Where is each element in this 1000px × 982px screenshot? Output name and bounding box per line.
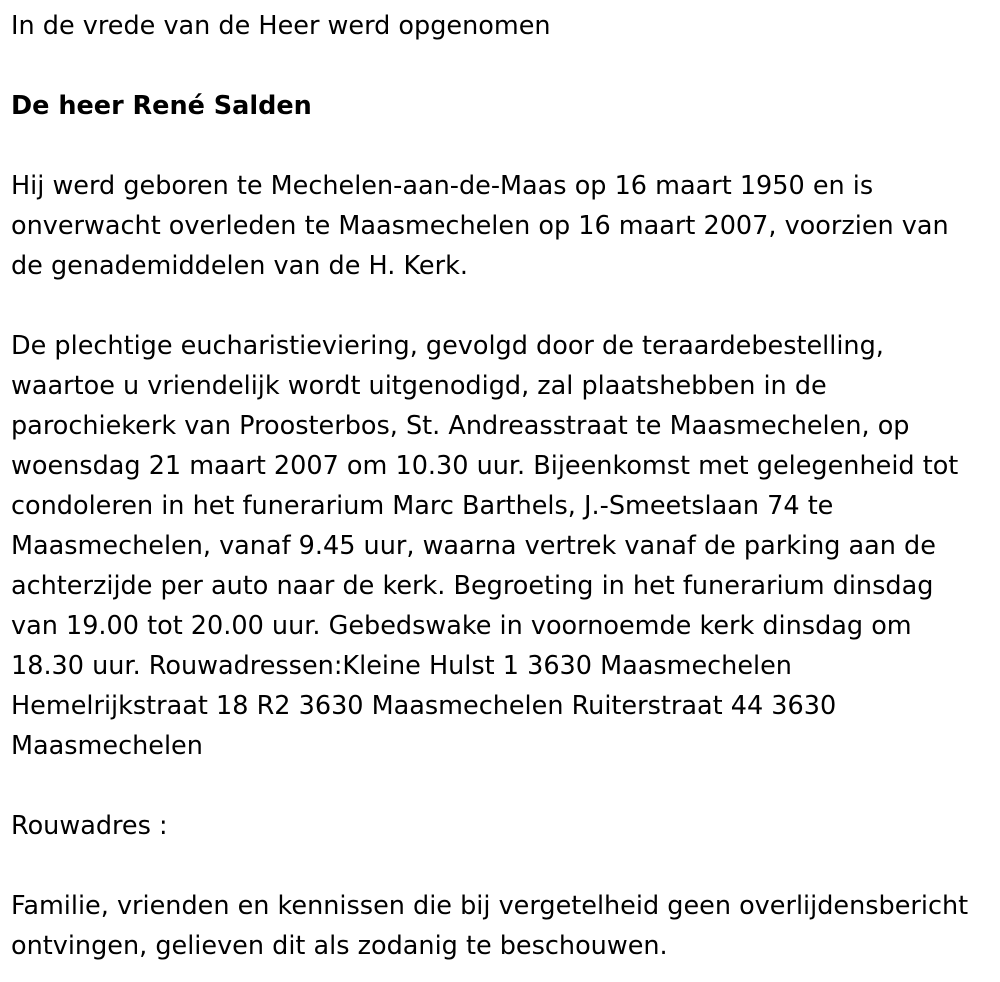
- intro-text: In de vrede van de Heer werd opgenomen: [11, 11, 551, 41]
- closing-paragraph: Familie, vrienden en kennissen die bij vergetelheid geen overlijdensbericht ontvingen, gelieven dit als zodanig te beschouwen.: [11, 891, 969, 961]
- spacer: [11, 846, 986, 886]
- birth-death-paragraph: Hij werd geboren te Mechelen-aan-de-Maas op 16 maart 1950 en is onverwacht overleden te Maasmechelen op 16 maart 2007, voorzien van de genademiddelen van de H. Kerk.: [11, 171, 949, 281]
- spacer: [11, 46, 986, 86]
- spacer: [11, 286, 986, 326]
- deceased-name: De heer René Salden: [11, 91, 312, 121]
- ceremony-paragraph: De plechtige eucharistieviering, gevolgd door de teraardebestelling, waartoe u vriendelijk wordt uitgenodigd, zal plaatshebben in de parochiekerk van Proosterbos, St. Andreasstraat te Maasmechelen, op woensdag 21 maart 2007 om 10.30 uur. Bijeenkomst met gelegenheid tot condoleren in het funerarium Marc Barthels, J.-Smeetslaan 74 te Maasmechelen, vanaf 9.45 uur, waarna vertrek vanaf de parking aan de achterzijde per auto naar de kerk. Begroeting in het funerarium dinsdag van 19.00 tot 20.00 uur. Gebedswake in voornoemde kerk dinsdag om 18.30 uur. Rouwadressen:Kleine Hulst 1 3630 Maasmechelen Hemelrijkstraat 18 R2 3630 Maasmechelen Ruiterstraat 44 3630 Maasmechelen: [11, 331, 959, 761]
- spacer: [11, 766, 986, 806]
- spacer: [11, 126, 986, 166]
- address-label: Rouwadres :: [11, 811, 168, 841]
